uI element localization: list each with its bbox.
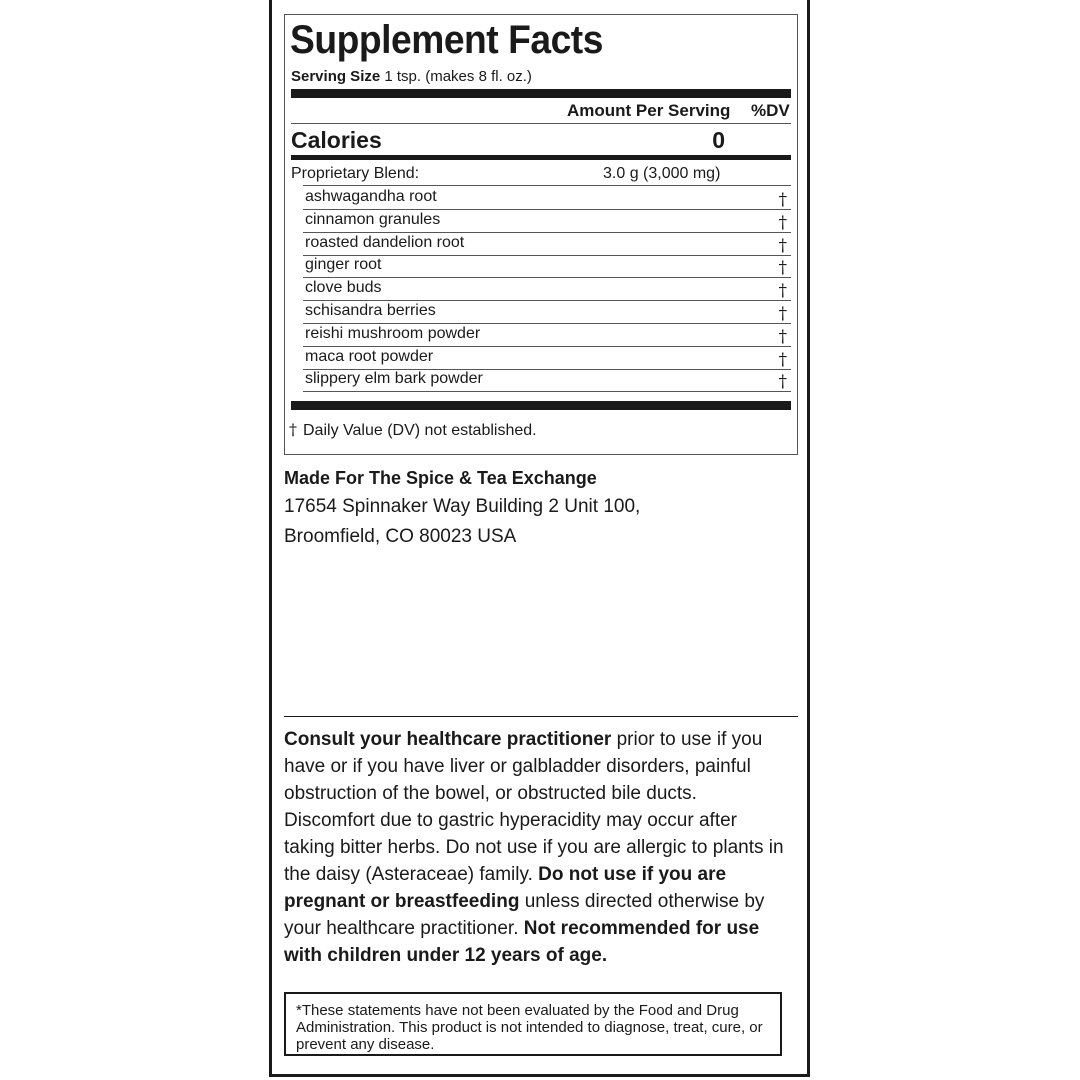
dagger-icon: † xyxy=(778,213,787,233)
warning-text xyxy=(284,726,784,969)
warning-children: Not recommended for use with children under 12 years of age. xyxy=(284,918,760,966)
calories-divider xyxy=(291,155,791,160)
warning-body-2: unless directed otherwise by your healthcare practitioner. xyxy=(284,891,765,939)
header-rule xyxy=(291,123,791,124)
calories-label: Calories xyxy=(291,127,382,153)
ingredient-name: ashwagandha root xyxy=(305,188,437,205)
ingredient-name: ginger root xyxy=(305,256,382,273)
section-divider xyxy=(284,716,798,717)
dagger-icon: † xyxy=(778,304,787,324)
manufacturer-title: Made For The Spice & Tea Exchange xyxy=(284,468,597,488)
address-line-2: Broomfield, CO 80023 USA xyxy=(284,526,517,547)
ingredient-name: cinnamon granules xyxy=(305,211,441,228)
ingredient-name: clove buds xyxy=(305,279,382,296)
facts-title: Supplement Facts xyxy=(290,18,603,62)
ingredient-row xyxy=(303,254,791,278)
ingredient-row xyxy=(303,186,791,210)
dv-header: %DV xyxy=(751,101,790,120)
proprietary-blend-amount: 3.0 g (3,000 mg) xyxy=(603,165,721,182)
ingredient-row xyxy=(303,346,791,370)
dagger-icon: † xyxy=(778,327,787,347)
dagger-icon: † xyxy=(778,258,787,278)
warning-consult: Consult your healthcare practitioner xyxy=(284,729,612,750)
amount-per-serving-header: Amount Per Serving xyxy=(567,101,731,120)
thick-divider-top xyxy=(291,89,791,98)
dv-footnote-text: Daily Value (DV) not established. xyxy=(303,422,537,439)
warning-pregnant: Do not use if you are pregnant or breastfeeding xyxy=(284,864,727,912)
ingredient-row xyxy=(303,209,791,233)
ingredient-name: reishi mushroom powder xyxy=(305,325,481,342)
label-panel xyxy=(269,0,810,1077)
ingredient-name: roasted dandelion root xyxy=(305,234,465,251)
dagger-icon: † xyxy=(778,281,787,301)
dagger-icon: † xyxy=(289,420,297,439)
calories-value: 0 xyxy=(712,127,725,153)
ingredient-row xyxy=(303,323,791,347)
ingredient-name: slippery elm bark powder xyxy=(305,370,483,387)
dagger-icon: † xyxy=(778,372,787,392)
dagger-icon: † xyxy=(778,350,787,370)
ingredient-name: maca root powder xyxy=(305,348,434,365)
supplement-facts-box xyxy=(284,14,798,455)
ingredient-row xyxy=(303,232,791,256)
fda-disclaimer: *These statements have not been evaluated by the Food and Drug Administration. This product is not intended to diagnose, treat, cure, or prevent any disease. xyxy=(284,992,782,1056)
serving-size-value: 1 tsp. (makes 8 fl. oz.) xyxy=(380,68,532,85)
dagger-icon: † xyxy=(778,236,787,256)
serving-size-label: Serving Size xyxy=(291,68,381,85)
thick-divider-bottom xyxy=(291,401,791,410)
serving-size xyxy=(291,68,532,85)
ingredient-row xyxy=(303,300,791,324)
address-line-1: 17654 Spinnaker Way Building 2 Unit 100, xyxy=(284,496,641,517)
dv-footnote xyxy=(289,420,537,440)
proprietary-blend-label: Proprietary Blend: xyxy=(291,165,420,182)
ingredient-row xyxy=(303,277,791,301)
warning-body-1: prior to use if you have or if you have liver or galbladder disorders, painful obstruction of the bowel, or obstructed bile ducts. Discomfort due to gastric hyperacidity may occur after taking bitter herbs. Do not use if you are allergic to plants in the daisy (Asteraceae) family. xyxy=(284,729,784,885)
ingredient-name: schisandra berries xyxy=(305,302,436,319)
dagger-icon: † xyxy=(778,190,787,210)
ingredient-row xyxy=(303,368,791,392)
